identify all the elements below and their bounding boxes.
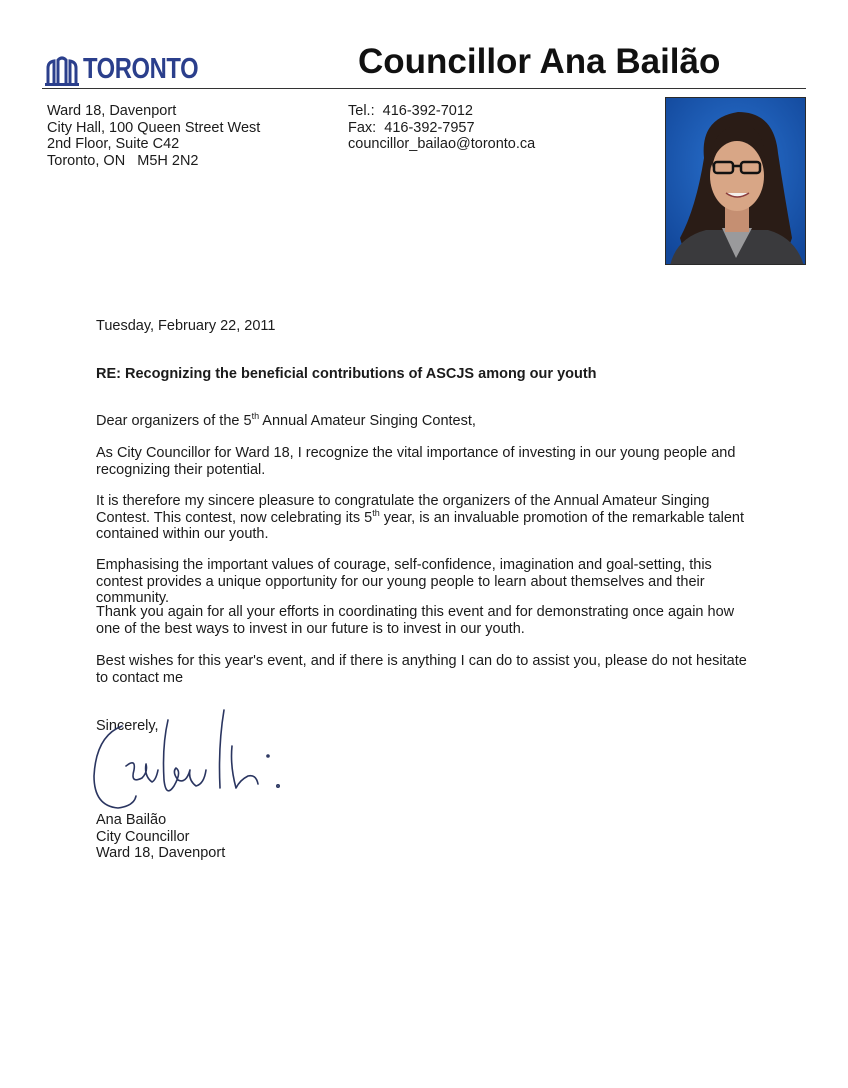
address-line: 2nd Floor, Suite C42 <box>47 136 180 152</box>
paragraph-1: As City Councillor for Ward 18, I recognize the vital importance of investing in our young people and recognizing their potential. <box>96 445 736 478</box>
paragraph-5: Best wishes for this year's event, and if there is anything I can do to assist you, please do not hesitate to contact me <box>96 653 747 686</box>
paragraph-2: It is therefore my sincere pleasure to congratulate the organizers of the Annual Amateur Singing Contest. This contest, now celebrating its 5th year, is an invaluable promotion of the remarkable talent contained within our youth. <box>96 493 745 543</box>
paragraph-4: Thank you again for all your efforts in coordinating this event and for demonstrating once again how one of the best ways to invest in our future is to invest in our youth. <box>96 604 735 637</box>
logo-text: TORONTO <box>83 53 199 85</box>
letter-subject: RE: Recognizing the beneficial contributions of ASCJS among our youth <box>96 366 597 382</box>
contact-info <box>348 103 535 153</box>
phone-line: Tel.: 416-392-7012 <box>348 103 473 119</box>
address-line: Ward 18, Davenport <box>47 103 177 119</box>
closing: Sincerely, <box>96 718 159 734</box>
councillor-title: Councillor Ana Bailão <box>358 42 721 81</box>
office-address <box>47 103 260 169</box>
address-line: Toronto, ON M5H 2N2 <box>47 152 199 169</box>
councillor-portrait <box>665 97 806 265</box>
paragraph-3: Emphasising the important values of courage, self-confidence, imagination and goal-setting, this contest provides a unique opportunity for our young people to learn about themselves and their community. <box>96 557 712 607</box>
signer-title: City Councillor <box>96 828 190 845</box>
signer-ward: Ward 18, Davenport <box>96 845 226 861</box>
signer-block <box>96 812 748 862</box>
header-rule <box>42 88 806 89</box>
fax-line: Fax: 416-392-7957 <box>348 119 475 136</box>
handwritten-signature <box>92 706 302 816</box>
city-hall-icon <box>45 50 79 86</box>
salutation: Dear organizers of the 5th Annual Amateur Singing Contest, <box>96 411 476 429</box>
letter-date: Tuesday, February 22, 2011 <box>96 318 276 334</box>
toronto-logo <box>45 46 223 86</box>
email-line: councillor_bailao@toronto.ca <box>348 136 536 152</box>
signer-name: Ana Bailão <box>96 812 167 828</box>
address-line: City Hall, 100 Queen Street West <box>47 119 261 136</box>
